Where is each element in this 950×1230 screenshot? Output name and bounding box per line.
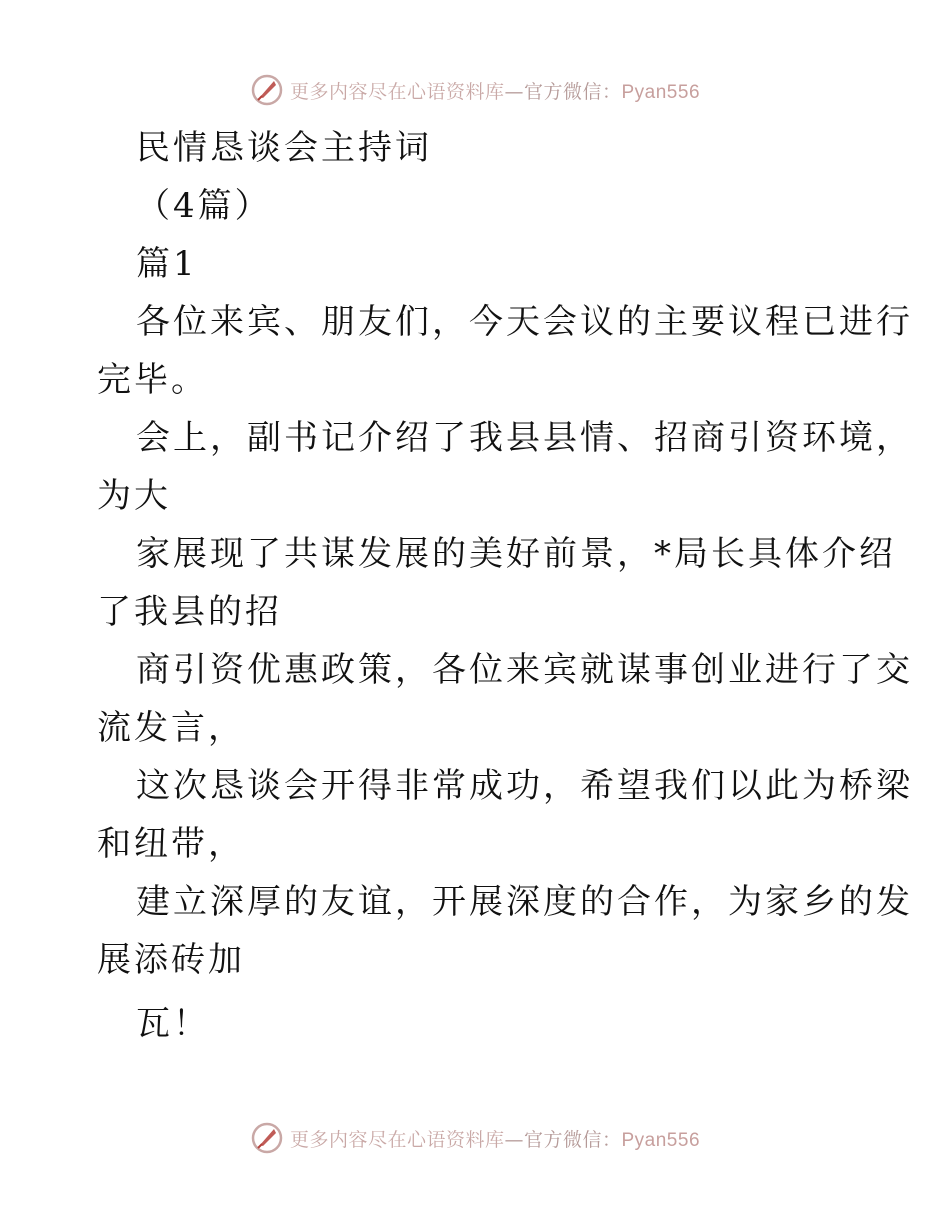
watermark-wechat-label: 官方微信：: [523, 1128, 622, 1151]
document-title: 民情恳谈会主持词: [136, 128, 432, 168]
header-watermark: [0, 70, 950, 110]
watermark-wechat-label: 官方微信：: [523, 80, 622, 103]
paragraph-line: 家展现了共谋发展的美好前景，*局长具体介绍: [136, 534, 896, 574]
paragraph-line: 完毕。: [97, 360, 208, 400]
paragraph-line: 会上，副书记介绍了我县县情、招商引资环境，: [136, 418, 913, 458]
section-heading: 篇1: [136, 244, 198, 284]
document-subtitle: （4篇）: [136, 186, 272, 226]
paragraph-line: 了我县的招: [97, 592, 282, 632]
watermark-main-text: 更多内容尽在心语资料库: [289, 80, 505, 103]
paragraph-line: 瓦！: [136, 1004, 210, 1044]
paragraph-line: 展添砖加: [97, 940, 245, 980]
watermark-main-text: 更多内容尽在心语资料库: [289, 1128, 505, 1151]
watermark-wechat-id: Pyan556: [621, 1129, 701, 1151]
quill-pen-logo-icon: [250, 1121, 284, 1155]
paragraph-line: 商引资优惠政策，各位来宾就谋事创业进行了交: [136, 650, 913, 690]
watermark-wechat-id: Pyan556: [621, 81, 701, 103]
quill-pen-logo-icon: [250, 73, 284, 107]
paragraph-line: 各位来宾、朋友们，今天会议的主要议程已进行: [136, 302, 913, 342]
paragraph-line: 建立深厚的友谊，开展深度的合作，为家乡的发: [136, 882, 913, 922]
watermark-separator: —: [504, 1128, 524, 1151]
footer-watermark: [0, 1118, 950, 1158]
paragraph-line: 和纽带，: [97, 824, 245, 864]
paragraph-line: 为大: [97, 476, 171, 516]
paragraph-line: 这次恳谈会开得非常成功，希望我们以此为桥梁: [136, 766, 913, 806]
watermark-separator: —: [504, 80, 524, 103]
paragraph-line: 流发言，: [97, 708, 245, 748]
